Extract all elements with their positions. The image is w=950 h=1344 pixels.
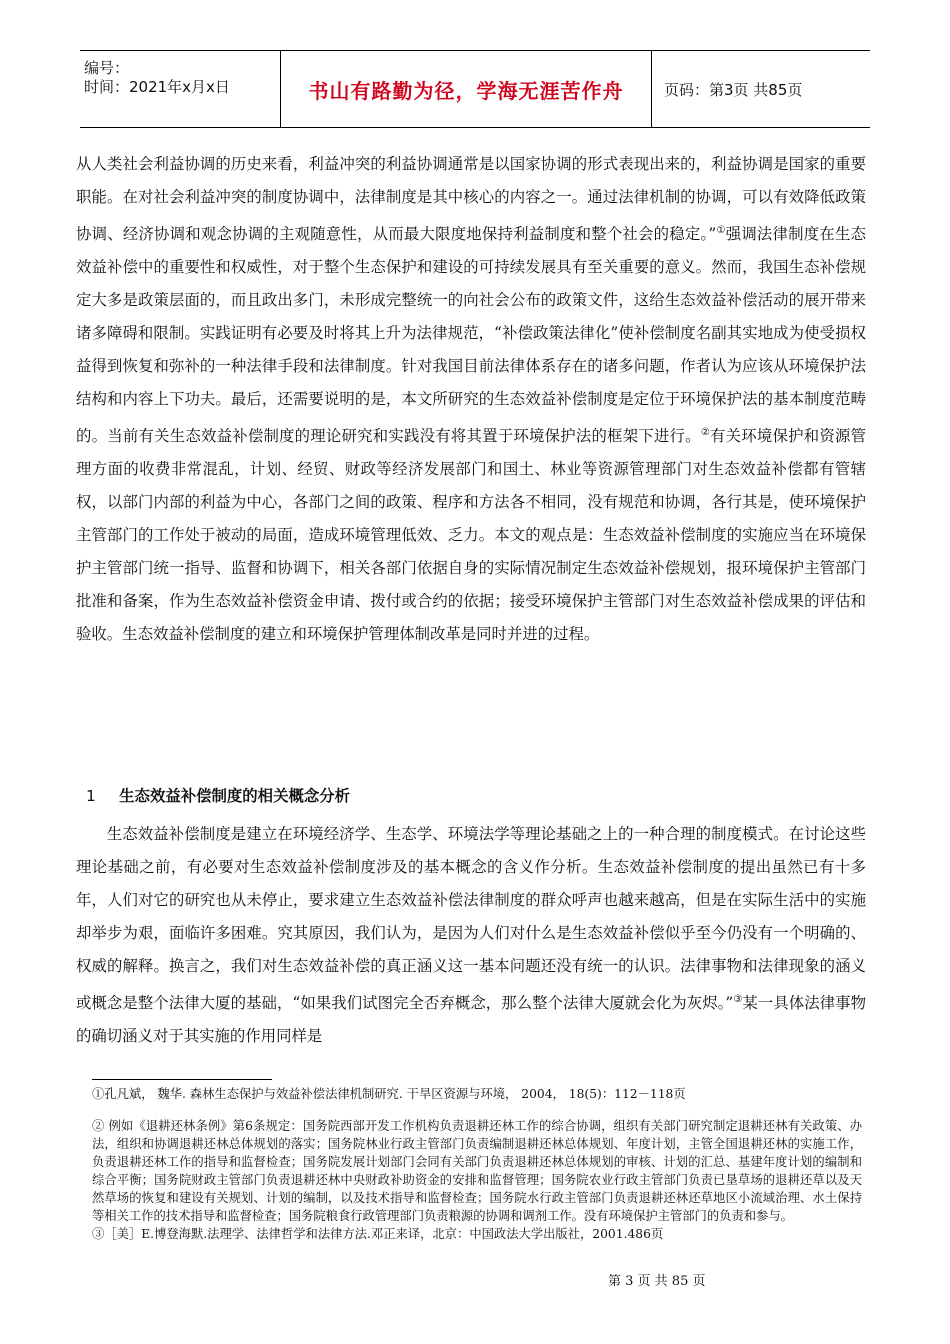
header-motto: 书山有路勤为径，学海无涯苦作舟 xyxy=(280,51,652,127)
document-date: 时间：2021年x月x日 xyxy=(84,78,230,96)
paragraph-text: 某一具体法律事物的确切涵义对于其实施的作用同样是 xyxy=(76,994,866,1046)
header-meta xyxy=(80,51,280,127)
footnote: ①孔凡斌， 魏华. 森林生态保护与效益补偿法律机制研究. 干旱区资源与环境， 2004， 18(5)：112－118页 xyxy=(92,1087,686,1101)
section-title: 生态效益补偿制度的相关概念分析 xyxy=(119,787,351,805)
footnote-ref[interactable]: ③ xyxy=(733,994,743,1005)
footnote: ② 例如《退耕还林条例》第6条规定：国务院西部开发工作机构负责退耕还林工作的综合协调，组织有关部门研究制定退耕还林有关政策、办法，组织和协调退耕还林总体规划的落实；国务院林业行政主管部门负责编制退耕还林总体规划、年度计划，主管全国退耕还林的实施工作，负责退耕还林工作的指导和监督检查；国务院发展计划部门会同有关部门负责退耕还林总体规划的审核、计划的汇总、基建年度计划的编制和综合平衡；国务院财政主管部门负责退耕还林中央财政补助资金的安排和监督管理；国务院农业行政主管部门负责已垦草场的退耕还草以及天然草场的恢复和建设有关规划、计划的编制，以及技术指导和监督检查；国务院水行政主管部门负责退耕还林还草地区小流域治理、水土保持等相关工作的技术指导和监督检查；国务院粮食行政管理部门负责粮源的协调和调剂工作。没有环境保护主管部门的负责和参与。 xyxy=(92,1119,862,1223)
section-number: 1 xyxy=(86,787,96,805)
paragraph xyxy=(76,148,866,651)
footnote: ③［美］E.博登海默.法理学、法律哲学和法律方法.邓正来译，北京：中国政法大学出版社，2001.486页 xyxy=(92,1227,664,1241)
section-heading xyxy=(86,784,350,806)
paragraph-text: 强调法律制度在生态效益补偿中的重要性和权威性，对于整个生态保护和建设的可持续发展具有至关重要的意义。然而，我国生态补偿规定大多是政策层面的，而且政出多门，未形成完整统一的向社会公布的政策文件，这给生态效益补偿活动的展开带来诸多障碍和限制。实践证明有必要及时将其上升为法律规范，“补偿政策法律化”使补偿制度名副其实地成为使受损权益得到恢复和弥补的一种法律手段和法律制度。针对我国目前法律体系存在的诸多问题，作者认为应该从环境保护法结构和内容上下功夫。最后，还需要说明的是，本文所研究的生态效益补偿制度是定位于环境保护法的基本制度范畴的。当前有关生态效益补偿制度的理论研究和实践没有将其置于环境保护法的框架下进行。 xyxy=(76,225,866,446)
paragraph-text: 生态效益补偿制度是建立在环境经济学、生态学、环境法学等理论基础之上的一种合理的制度模式。在讨论这些理论基础之前，有必要对生态效益补偿制度涉及的基本概念的含义作分析。生态效益补偿制度的提出虽然已有十多年，人们对它的研究也从未停止，要求建立生态效益补偿法律制度的群众呼声也越来越高，但是在实际生活中的实施却举步为艰，面临许多困难。究其原因，我们认为，是因为人们对什么是生态效益补偿似乎至今仍没有一个明确的、权威的解释。换言之，我们对生态效益补偿的真正涵义这一基本问题还没有统一的认识。法律事物和法律现象的涵义或概念是整个法律大厦的基础，“如果我们试图完全否弃概念，那么整个法律大厦就会化为灰烬。” xyxy=(76,825,866,1013)
page-number-footer: 第 3 页 共 85 页 xyxy=(608,1274,706,1289)
footnote-ref[interactable]: ① xyxy=(716,225,726,236)
section-body xyxy=(76,818,866,1053)
document-number-label: 编号： xyxy=(84,59,130,77)
paragraph-text: 从人类社会利益协调的历史来看，利益冲突的利益协调通常是以国家协调的形式表现出来的，利益协调是国家的重要职能。在对社会利益冲突的制度协调中，法律制度是其中核心的内容之一。通过法律机制的协调，可以有效降低政策协调、经济协调和观念协调的主观随意性，从而最大限度地保持利益制度和整个社会的稳定。” xyxy=(76,155,866,244)
header-page-info: 页码：第3页 共85页 xyxy=(664,80,803,99)
body-text xyxy=(76,148,866,651)
paragraph xyxy=(76,818,866,1053)
footnote-ref[interactable]: ② xyxy=(700,427,711,439)
page-header xyxy=(80,50,870,128)
footnotes xyxy=(92,1085,862,1243)
footnote-separator xyxy=(92,1079,272,1080)
paragraph-text: 有关环境保护和资源管理方面的收费非常混乱，计划、经贸、财政等经济发展部门和国土、林业等资源管理部门对生态效益补偿都有管辖权，以部门内部的利益为中心，各部门之间的政策、程序和方法各不相同，没有规范和协调，各行其是，使环境保护主管部门的工作处于被动的局面，造成环境管理低效、乏力。本文的观点是：生态效益补偿制度的实施应当在环境保护主管部门统一指导、监督和协调下，相关各部门依据自身的实际情况制定生态效益补偿规划，报环境保护主管部门批准和备案，作为生态效益补偿资金申请、拨付或合约的依据；接受环境保护主管部门对生态效益补偿成果的评估和验收。生态效益补偿制度的建立和环境保护管理体制改革是同时并进的过程。 xyxy=(76,427,866,644)
